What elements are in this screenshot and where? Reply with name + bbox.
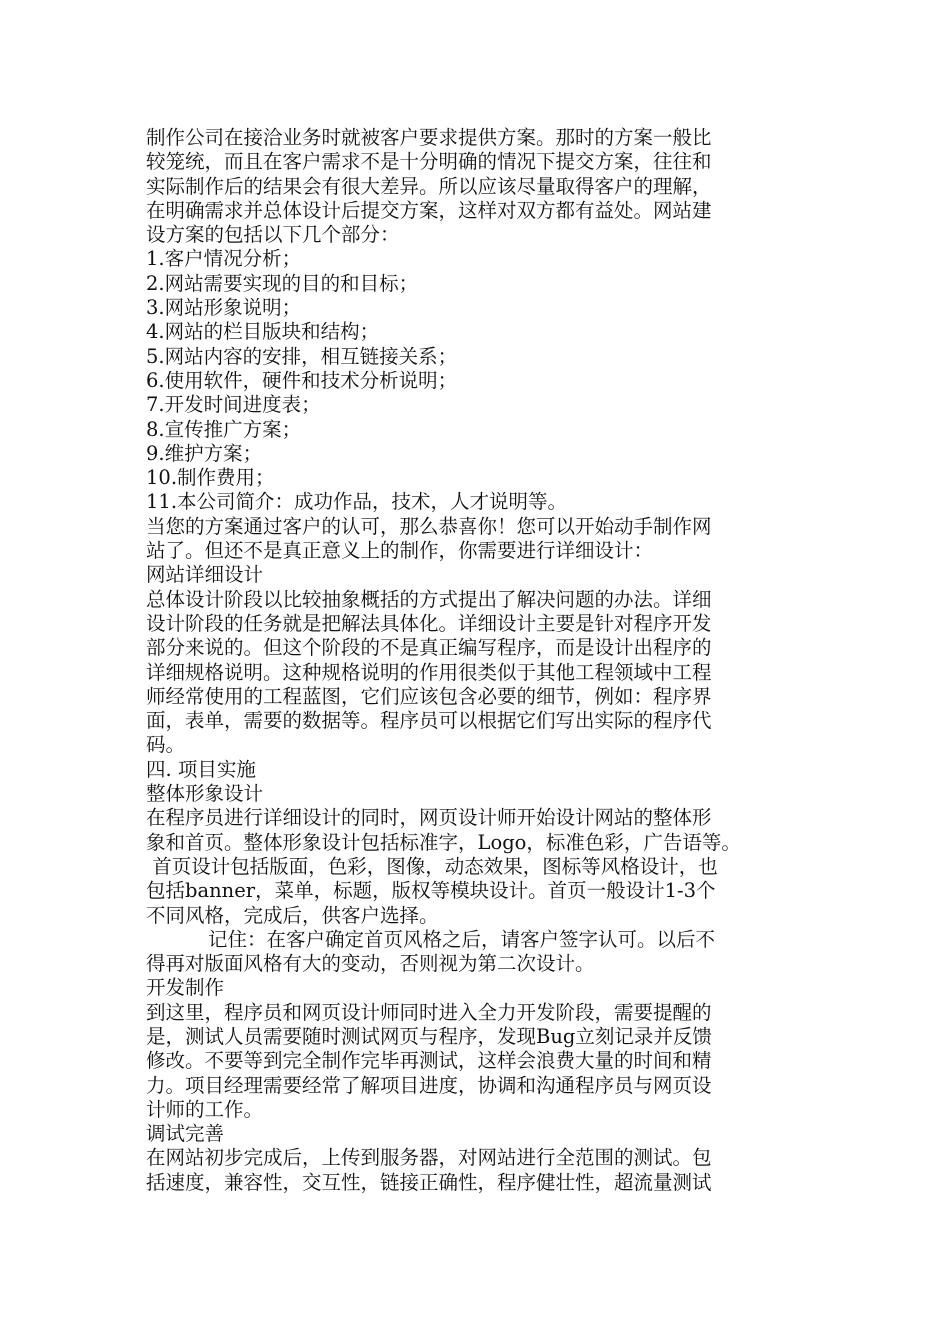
text-line: 11.本公司简介：成功作品，技术，人才说明等。 <box>146 490 568 514</box>
text-line: 力。项目经理需要经常了解项目进度，协调和沟通程序员与网页设 <box>146 1073 712 1097</box>
text-line: 象和首页。整体形象设计包括标准字，Logo，标准色彩，广告语等。 <box>146 830 741 854</box>
text-line: 到这里，程序员和网页设计师同时进入全力开发阶段，需要提醒的 <box>146 1000 712 1024</box>
text-line: 包括banner，菜单，标题，版权等模块设计。首页一般设计1-3个 <box>146 879 716 903</box>
document-body <box>146 126 810 1195</box>
text-line: 1.客户情况分析； <box>146 247 302 271</box>
text-line: 2.网站需要实现的目的和目标； <box>146 271 419 295</box>
text-line: 整体形象设计 <box>146 782 264 806</box>
text-line: 师经常使用的工程蓝图，它们应该包含必要的细节，例如：程序界 <box>146 684 712 708</box>
text-line: 6.使用软件，硬件和技术分析说明； <box>146 368 458 392</box>
text-line: 码。 <box>146 733 186 757</box>
text-line: 8.宣传推广方案； <box>146 417 302 441</box>
text-line: 较笼统，而且在客户需求不是十分明确的情况下提交方案，往往和 <box>146 150 712 174</box>
text-line: 修改。不要等到完全制作完毕再测试，这样会浪费大量的时间和精 <box>146 1049 712 1073</box>
text-line: 站了。但还不是真正意义上的制作，你需要进行详细设计： <box>146 539 654 563</box>
text-line: 面，表单，需要的数据等。程序员可以根据它们写出实际的程序代 <box>146 709 712 733</box>
text-line: 开发制作 <box>146 976 225 1000</box>
text-line: 首页设计包括版面，色彩，图像，动态效果，图标等风格设计，也 <box>146 854 718 878</box>
text-line: 当您的方案通过客户的认可，那么恭喜你！您可以开始动手制作网 <box>146 514 712 538</box>
text-line: 调试完善 <box>146 1122 225 1146</box>
text-line: 记住：在客户确定首页风格之后，请客户签字认可。以后不 <box>146 927 715 951</box>
text-line: 在程序员进行详细设计的同时，网页设计师开始设计网站的整体形 <box>146 806 712 830</box>
text-line: 设计阶段的任务就是把解法具体化。详细设计主要是针对程序开发 <box>146 611 712 635</box>
text-line: 括速度，兼容性，交互性，链接正确性，程序健壮性，超流量测试 <box>146 1170 712 1194</box>
text-line: 设方案的包括以下几个部分： <box>146 223 400 247</box>
text-line: 7.开发时间进度表； <box>146 393 321 417</box>
text-line: 是，测试人员需要随时测试网页与程序，发现Bug立刻记录并反馈 <box>146 1024 712 1048</box>
text-line: 9.维护方案； <box>146 441 263 465</box>
text-line: 实际制作后的结果会有很大差异。所以应该尽量取得客户的理解， <box>146 174 712 198</box>
text-line: 四. 项目实施 <box>146 757 256 781</box>
text-line: 总体设计阶段以比较抽象概括的方式提出了解决问题的办法。详细 <box>146 587 712 611</box>
text-line: 计师的工作。 <box>146 1097 264 1121</box>
text-line: 在网站初步完成后，上传到服务器，对网站进行全范围的测试。包 <box>146 1146 712 1170</box>
text-line: 5.网站内容的安排，相互链接关系； <box>146 344 458 368</box>
text-line: 10.制作费用； <box>146 466 275 490</box>
text-line: 网站详细设计 <box>146 563 264 587</box>
text-line: 部分来说的。但这个阶段的不是真正编写程序，而是设计出程序的 <box>146 636 712 660</box>
text-line: 得再对版面风格有大的变动，否则视为第二次设计。 <box>146 952 595 976</box>
text-line: 3.网站形象说明； <box>146 296 302 320</box>
text-line: 详细规格说明。这种规格说明的作用很类似于其他工程领域中工程 <box>146 660 712 684</box>
text-line: 在明确需求并总体设计后提交方案，这样对双方都有益处。网站建 <box>146 198 712 222</box>
text-line: 4.网站的栏目版块和结构； <box>146 320 380 344</box>
text-line: 制作公司在接洽业务时就被客户要求提供方案。那时的方案一般比 <box>146 126 712 149</box>
text-line: 不同风格，完成后，供客户选择。 <box>146 903 439 927</box>
